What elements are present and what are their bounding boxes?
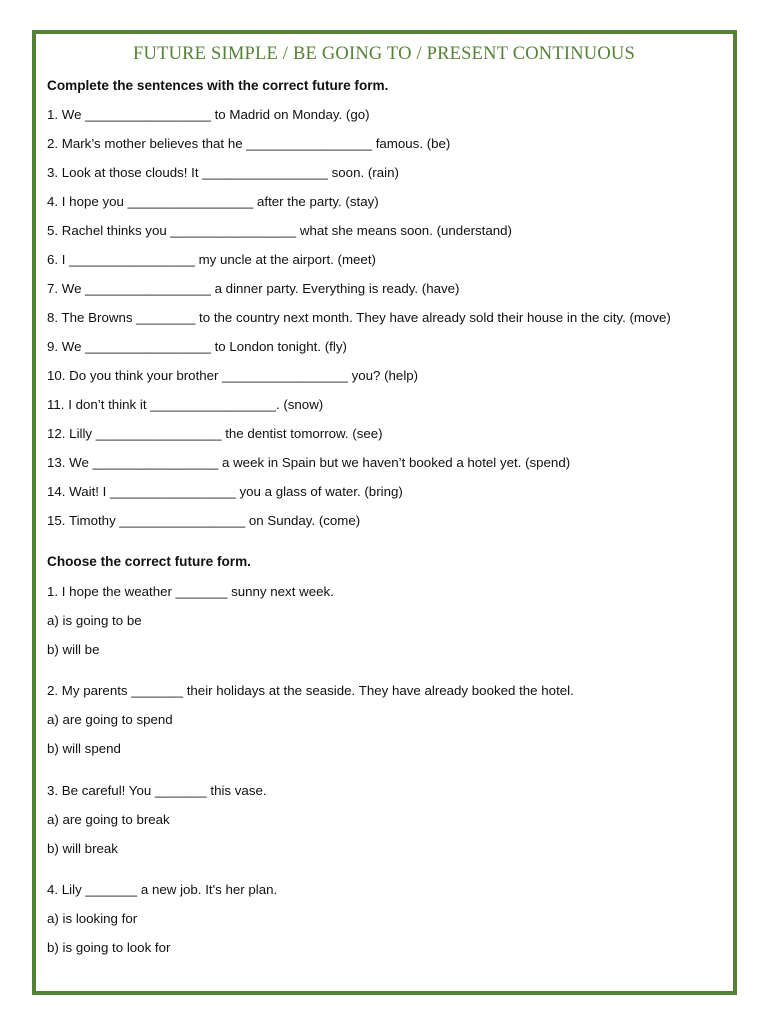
sentence-item-1: 1. We _________________ to Madrid on Monday. (go) <box>47 107 370 122</box>
choice-question-1: 1. I hope the weather _______ sunny next week. <box>47 584 334 599</box>
choice-question-3: 3. Be careful! You _______ this vase. <box>47 783 267 798</box>
choice-option-3a: a) are going to break <box>47 812 170 827</box>
sentence-item-6: 6. I _________________ my uncle at the airport. (meet) <box>47 252 376 267</box>
sentence-item-2: 2. Mark’s mother believes that he _________________ famous. (be) <box>47 136 451 151</box>
sentence-item-11: 11. I don’t think it _________________. (snow) <box>47 397 324 412</box>
sentence-item-4: 4. I hope you _________________ after the party. (stay) <box>47 194 379 209</box>
section-heading-choose: Choose the correct future form. <box>47 554 251 569</box>
choice-question-2: 2. My parents _______ their holidays at the seaside. They have already booked the hotel. <box>47 683 574 698</box>
sentence-item-3: 3. Look at those clouds! It _________________ soon. (rain) <box>47 165 399 180</box>
sentence-item-7: 7. We _________________ a dinner party. Everything is ready. (have) <box>47 281 460 296</box>
sentence-item-5: 5. Rachel thinks you _________________ what she means soon. (understand) <box>47 223 512 238</box>
sentence-item-14: 14. Wait! I _________________ you a glass of water. (bring) <box>47 484 403 499</box>
sentence-item-8: 8. The Browns ________ to the country next month. They have already sold their house in the city. (move) <box>47 310 671 325</box>
sentence-item-15: 15. Timothy _________________ on Sunday. (come) <box>47 513 361 528</box>
choice-option-4b: b) is going to look for <box>47 940 171 955</box>
sentence-item-10: 10. Do you think your brother _________________ you? (help) <box>47 368 419 383</box>
choice-option-3b: b) will break <box>47 841 118 856</box>
section-heading-complete: Complete the sentences with the correct future form. <box>47 78 389 93</box>
choice-option-2a: a) are going to spend <box>47 712 173 727</box>
sentence-item-13: 13. We _________________ a week in Spain but we haven’t booked a hotel yet. (spend) <box>47 455 571 470</box>
sentence-item-9: 9. We _________________ to London tonight. (fly) <box>47 339 347 354</box>
choice-option-1b: b) will be <box>47 642 100 657</box>
choice-question-4: 4. Lily _______ a new job. It's her plan. <box>47 882 278 897</box>
choice-option-4a: a) is looking for <box>47 911 138 926</box>
choice-option-1a: a) is going to be <box>47 613 142 628</box>
choice-option-2b: b) will spend <box>47 741 121 756</box>
sentence-item-12: 12. Lilly _________________ the dentist tomorrow. (see) <box>47 426 383 441</box>
page-title: FUTURE SIMPLE / BE GOING TO / PRESENT CONTINUOUS <box>133 44 635 64</box>
